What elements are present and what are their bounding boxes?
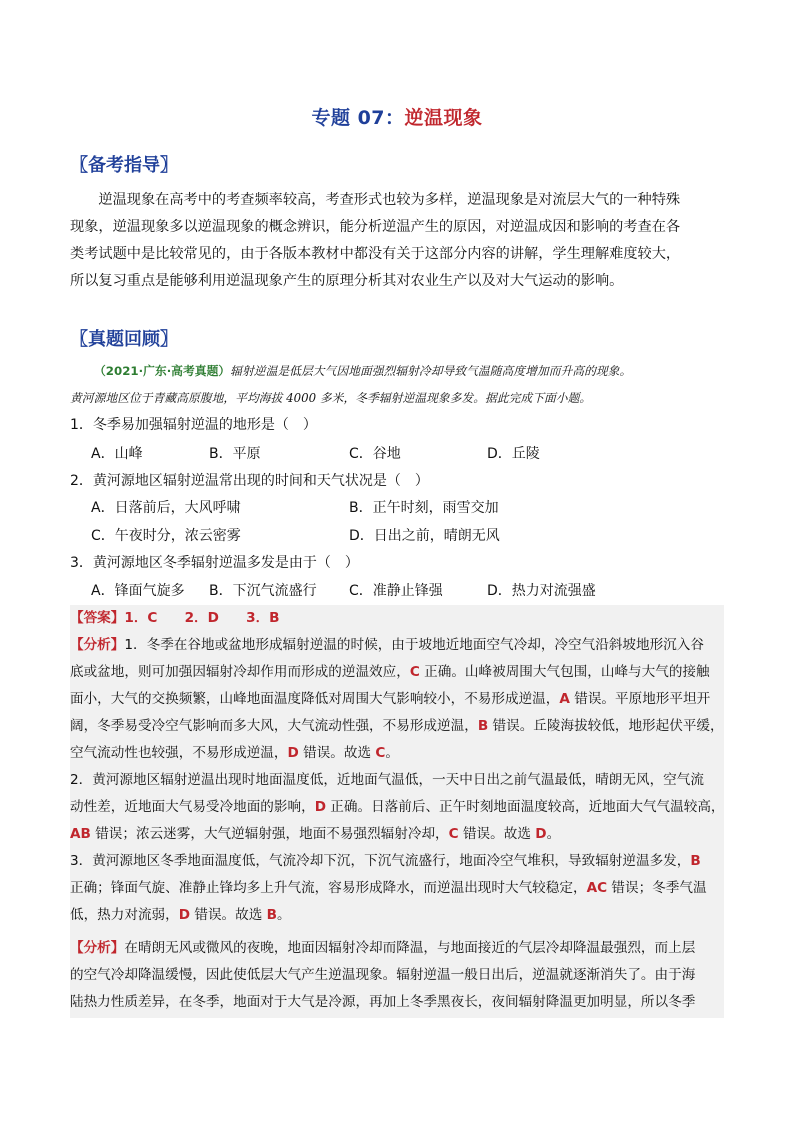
question-3-option-b: B．下沉气流盛行 <box>209 583 317 599</box>
question-context-line: 黄河源地区位于青藏高原腹地，平均海拔 4000 多米，冬季辐射逆温现象多发。据此完成下面小题。 <box>70 391 592 405</box>
guide-paragraph <box>70 187 730 295</box>
analysis-line: AB 错误；浓云迷雾，大气逆辐射强，地面不易强烈辐射冷却，C 错误。故选 D。 <box>70 826 561 842</box>
guide-heading: 〖备考指导〗 <box>70 155 178 176</box>
question-1-option-c: C．谷地 <box>349 446 401 462</box>
question-3-stem: 3．黄河源地区冬季辐射逆温多发是由于（ ） <box>70 555 359 571</box>
guide-line: 所以复习重点是能够利用逆温现象产生的原理分析其对农业生产以及对大气运动的影响。 <box>70 273 624 289</box>
analysis-line: 底或盆地，则可加强因辐射冷却作用而形成的逆温效应，C 正确。山峰被周围大气包围，山峰与大气的接触 <box>70 664 710 680</box>
analysis-2-line: 陆热力性质差异，在冬季，地面对于大气是冷源，再加上冬季黑夜长，夜间辐射降温更加明显，所以冬季 <box>70 994 696 1010</box>
analysis-line: 阔，冬季易受冷空气影响而多大风，大气流动性强，不易形成逆温，B 错误。丘陵海拔较低，地形起伏平缓， <box>70 718 724 734</box>
analysis-2-label: 【分析】 <box>70 940 125 956</box>
answer-label: 【答案】 <box>70 610 125 626</box>
question-2-option-b: B．正午时刻，雨雪交加 <box>349 500 499 516</box>
analysis-2-line: 的空气冷却降温缓慢，因此使低层大气产生逆温现象。辐射逆温一般日出后，逆温就逐渐消失了。由于海 <box>70 967 696 983</box>
question-3-option-d: D．热力对流强盛 <box>487 583 596 599</box>
question-3-option-a: A．锋面气旋多 <box>91 583 185 599</box>
analysis-line: 【分析】1．冬季在谷地或盆地形成辐射逆温的时候，由于坡地近地面空气冷却，冷空气沿斜坡地形沉入谷 <box>70 637 704 653</box>
question-2-stem: 2．黄河源地区辐射逆温常出现的时间和天气状况是（ ） <box>70 473 429 489</box>
answer-value: 1．C 2．D 3．B <box>124 610 280 626</box>
page-title <box>0 103 794 130</box>
analysis-line: 低，热力对流弱，D 错误。故选 B。 <box>70 907 291 923</box>
question-2-option-c: C．午夜时分，浓云密雾 <box>91 528 241 544</box>
answer-line <box>70 605 730 632</box>
analysis-line: 动性差，近地面大气易受冷地面的影响，D 正确。日落前后、正午时刻地面温度较高，近地面大气气温较高， <box>70 799 725 815</box>
guide-line: 逆温现象在高考中的考查频率较高，考查形式也较为多样，逆温现象是对流层大气的一种特殊 <box>98 192 681 208</box>
title-part-subject: 逆温现象 <box>404 107 483 129</box>
question-1-option-d: D．丘陵 <box>487 446 540 462</box>
question-1-option-a: A．山峰 <box>91 446 143 462</box>
source-text: 辐射逆温是低层大气因地面强烈辐射冷却导致气温随高度增加而升高的现象。 <box>230 364 632 378</box>
guide-line: 类考试题中是比较常见的，由于各版本教材中都没有关于这部分内容的讲解，学生理解难度较大， <box>70 246 681 262</box>
question-2-option-a: A．日落前后，大风呼啸 <box>91 500 241 516</box>
question-3-option-c: C．准静止锋强 <box>349 583 443 599</box>
analysis-line: 2．黄河源地区辐射逆温出现时地面温度低，近地面气温低，一天中日出之前气温最低，晴朗无风，空气流 <box>70 772 704 788</box>
question-1-stem: 1．冬季易加强辐射逆温的地形是（ ） <box>70 417 317 433</box>
title-part-topic: 专题 07： <box>311 107 405 129</box>
analysis-line: 面小，大气的交换频繁，山峰地面温度降低对周围大气影响较小，不易形成逆温，A 错误。平原地形平坦开 <box>70 691 711 707</box>
analysis-line: 3．黄河源地区冬季地面温度低，气流冷却下沉，下沉气流盛行，地面冷空气堆积，导致辐射逆温多发，B <box>70 853 701 869</box>
question-source-line <box>94 359 744 383</box>
source-tag: （2021·广东·高考真题） <box>94 364 231 378</box>
question-2-option-d: D．日出之前，晴朗无风 <box>349 528 500 544</box>
guide-line: 现象，逆温现象多以逆温现象的概念辨识，能分析逆温产生的原因，对逆温成因和影响的考查在各 <box>70 219 681 235</box>
analysis-label: 【分析】 <box>70 637 125 653</box>
analysis-line: 正确；锋面气旋、准静止锋均多上升气流，容易形成降水，而逆温出现时大气较稳定，AC 错误；冬季气温 <box>70 880 707 896</box>
analysis-line: 空气流动性也较强，不易形成逆温，D 错误。故选 C。 <box>70 745 399 761</box>
analysis-2-line: 【分析】在晴朗无风或微风的夜晚，地面因辐射冷却而降温，与地面接近的气层冷却降温最强烈，而上层 <box>70 940 696 956</box>
question-1-option-b: B．平原 <box>209 446 261 462</box>
review-heading: 〖真题回顾〗 <box>70 329 178 350</box>
